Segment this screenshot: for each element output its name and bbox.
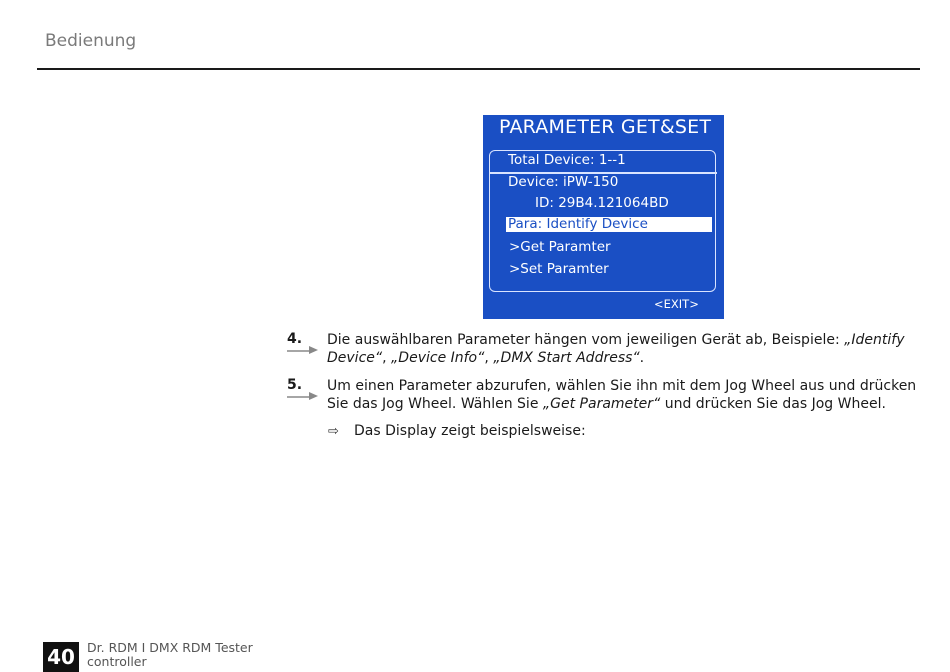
lcd-title: PARAMETER GET&SET	[499, 116, 712, 138]
lcd-device: Device: iPW-150	[508, 174, 619, 190]
footer-product-name: Dr. RDM I DMX RDM Tester controller	[87, 640, 253, 669]
step-arrow-icon	[287, 391, 321, 401]
emphasis-get-parameter: „Get Parameter“	[542, 396, 661, 412]
lcd-set-parameter: >Set Paramter	[509, 261, 609, 277]
header-rule	[37, 68, 920, 70]
step-arrow-icon	[287, 345, 321, 355]
step-text-part: Um einen Parameter abzurufen, wählen Sie ihn mit dem Jog Wheel aus und drücken Sie das Jog Wheel. Wählen Sie	[327, 378, 917, 412]
lcd-display	[483, 115, 724, 319]
step-text-part: Die auswählbaren Parameter hängen vom jeweiligen Gerät ab, Beispiele:	[327, 332, 845, 348]
lcd-device-id: ID: 29B4.121064BD	[535, 195, 669, 211]
lcd-exit: <EXIT>	[654, 297, 699, 311]
right-arrow-outline-icon: ⇨	[328, 424, 339, 439]
example-dmx-start-address: „DMX Start Address“	[493, 350, 640, 366]
step-number: 4.	[287, 331, 303, 347]
step-text	[327, 331, 927, 367]
step-text	[327, 377, 927, 413]
lcd-selected-parameter: Para: Identify Device	[506, 217, 712, 232]
result-line	[328, 423, 586, 439]
step-number: 5.	[287, 377, 303, 393]
step-text-part: und drücken Sie das Jog Wheel.	[660, 396, 886, 412]
lcd-get-parameter: >Get Paramter	[509, 239, 611, 255]
section-title: Bedienung	[45, 31, 137, 51]
lcd-total-device: Total Device: 1--1	[508, 152, 626, 168]
separator: ,	[382, 350, 392, 366]
example-device-info: „Device Info“	[391, 350, 485, 366]
example-identify-device: „Identify Device“	[327, 332, 905, 366]
step-text-end: .	[639, 350, 645, 366]
result-text: Das Display zeigt beispielsweise:	[354, 423, 586, 439]
separator: ,	[484, 350, 494, 366]
page-number: 40	[43, 642, 79, 672]
